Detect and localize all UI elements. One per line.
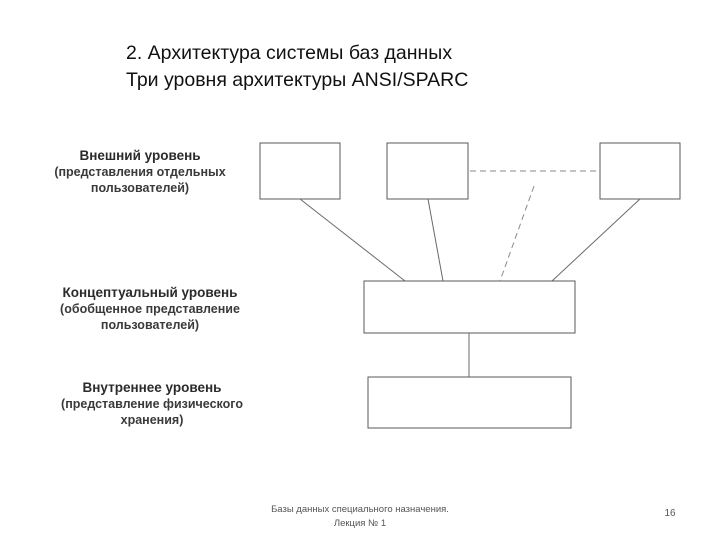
internal-level-label <box>42 380 262 428</box>
connector-external-2 <box>428 199 443 281</box>
connector-external-3 <box>552 199 640 281</box>
external-view-box-2 <box>387 143 468 199</box>
conceptual-level-label <box>40 285 260 333</box>
footer-line-2: Лекция № 1 <box>333 518 387 529</box>
external-level-desc-1: (представления отдельных <box>54 165 226 179</box>
slide-title-line-1: 2. Архитектура системы баз данных <box>126 42 453 64</box>
slide-footer <box>220 503 500 531</box>
internal-box <box>368 377 571 428</box>
conceptual-level-name: Концептуальный уровень <box>62 285 238 300</box>
internal-level-desc-2: хранения) <box>120 413 184 427</box>
external-level-label <box>30 148 250 196</box>
internal-level-desc-1: (представление физического <box>61 397 243 411</box>
external-view-box-1 <box>260 143 340 199</box>
page-number: 16 <box>664 508 676 519</box>
footer-line-1: Базы данных специального назначения. <box>271 504 449 515</box>
external-level-desc-2: пользователей) <box>90 181 190 195</box>
connector-external-dashed <box>500 186 534 281</box>
external-view-box-3 <box>600 143 680 199</box>
conceptual-box <box>364 281 575 333</box>
conceptual-level-desc-1: (обобщенное представление <box>60 302 240 316</box>
connector-external-1 <box>300 199 405 281</box>
internal-level-name: Внутреннее уровень <box>82 380 222 395</box>
external-level-name: Внешний уровень <box>79 148 201 163</box>
slide-title-line-2: Три уровня архитектуры ANSI/SPARC <box>126 69 469 91</box>
conceptual-level-desc-2: пользователей) <box>100 318 200 332</box>
